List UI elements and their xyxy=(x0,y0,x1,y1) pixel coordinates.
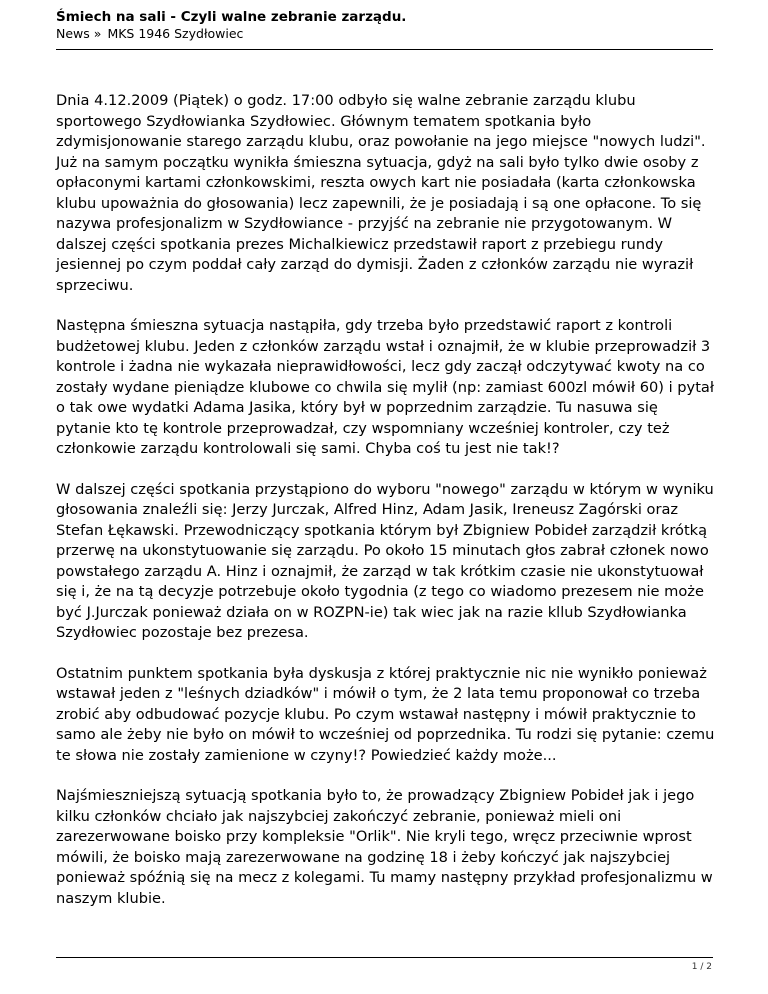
breadcrumb-separator: » xyxy=(93,26,102,41)
footer-divider xyxy=(56,957,713,958)
document-header xyxy=(56,8,713,42)
article-paragraph: W dalszej części spotkania przystąpiono do wyboru "nowego" zarządu w którym w wyniku głosowania znaleźli się: Jerzy Jurczak, Alfred Hinz, Adam Jasik, Ireneusz Zagórski oraz Stefan Łękawski. Przewodniczący spotkania którym był Zbigniew Pobideł zarządził krótką przerwę na ukonstytuowanie się zarządu. Po około 15 minutach głos zabrał członek nowo powstałego zarządu A. Hinz i oznajmił, że zarząd w tak krótkim czasie nie ukonstytuował się i, że na tą decyzje potrzebuje około tygodnia (z tego co wiadomo prezesem nie może być J.Jurczak ponieważ działa on w ROZPN-ie) tak wiec jak na razie kllub Szydłowianka Szydłowiec pozostaje bez prezesa. xyxy=(56,480,714,641)
page-number: 1 / 2 xyxy=(691,962,712,972)
breadcrumb-category: MKS 1946 Szydłowiec xyxy=(107,26,244,41)
header-divider xyxy=(56,49,713,50)
article-paragraph: Najśmieszniejszą sytuacją spotkania było to, że prowadzący Zbigniew Pobideł jak i jego kilku członków chciało jak najszybciej zakończyć zebranie, ponieważ mieli oni zarezerwowane boisko przy kompleksie "Orlik". Nie kryli tego, wręcz przeciwnie wprost mówili, że boisko mają zarezerwowane na godzinę 18 i żeby kończyć jak najszybciej ponieważ spóźnią się na mecz z kolegami. Tu mamy następny przykład profesjonalizmu w naszym klubie. xyxy=(56,787,713,907)
article-paragraph: Ostatnim punktem spotkania była dyskusja z której praktycznie nic nie wynikło ponieważ wstawał jeden z "leśnych dziadków" i mówił o tym, że 2 lata temu proponował co trzeba zrobić aby odbudować pozycje klubu. Po czym wstawał następny i mówił praktycznie to samo ale żeby nie było on mówił to wcześniej od poprzednika. Tu rodzi się pytanie: czemu te słowa nie zostały zamienione w czyny!? Powiedzieć każdy może... xyxy=(56,664,715,764)
article-paragraph: Następna śmieszna sytuacja nastąpiła, gdy trzeba było przedstawić raport z kontroli budżetowej klubu. Jeden z członków zarządu wstał i oznajmił, że w klubie przeprowadził 3 kontrole i żadna nie wykazała nieprawidłowości, lecz gdy zaczął odczytywać kwoty na co zostały wydane pieniądze klubowe co chwila się mylił (np: zamiast 600zl mówił 60) i pytał o tak owe wydatki Adama Jasika, który był w poprzednim zarządzie. Tu nasuwa się pytanie kto tę kontrole przeprowadzał, czy wspomniany wcześniej kontroler, czy też członkowie zarządu kontrolowali się sami. Chyba coś tu jest nie tak!? xyxy=(56,317,715,457)
article-body xyxy=(56,91,716,929)
breadcrumb-section: News xyxy=(56,26,90,41)
article-title: Śmiech na sali - Czyli walne zebranie zarządu. xyxy=(56,9,407,25)
breadcrumb xyxy=(56,26,713,42)
article-paragraph: Dnia 4.12.2009 (Piątek) o godz. 17:00 odbyło się walne zebranie zarządu klubu sportowego Szydłowianka Szydłowiec. Głównym tematem spotkania było zdymisjonowanie starego zarządu klubu, oraz powołanie na jego miejsce "nowych ludzi". Już na samym początku wynikła śmieszna sytuacja, gdyż na sali było tylko dwie osoby z opłaconymi kartami członkowskimi, reszta owych kart nie posiadała (karta członkowska klubu upoważnia do głosowania) lecz zapewnili, że je posiadają i są one opłacone. To się nazywa profesjonalizm w Szydłowiance - przyjść na zebranie nie przygotowanym. W dalszej części spotkania prezes Michalkiewicz przedstawił raport z przebiegu rundy jesiennej po czym poddał cały zarząd do dymisji. Żaden z członków zarządu nie wyraził sprzeciwu. xyxy=(56,92,706,294)
